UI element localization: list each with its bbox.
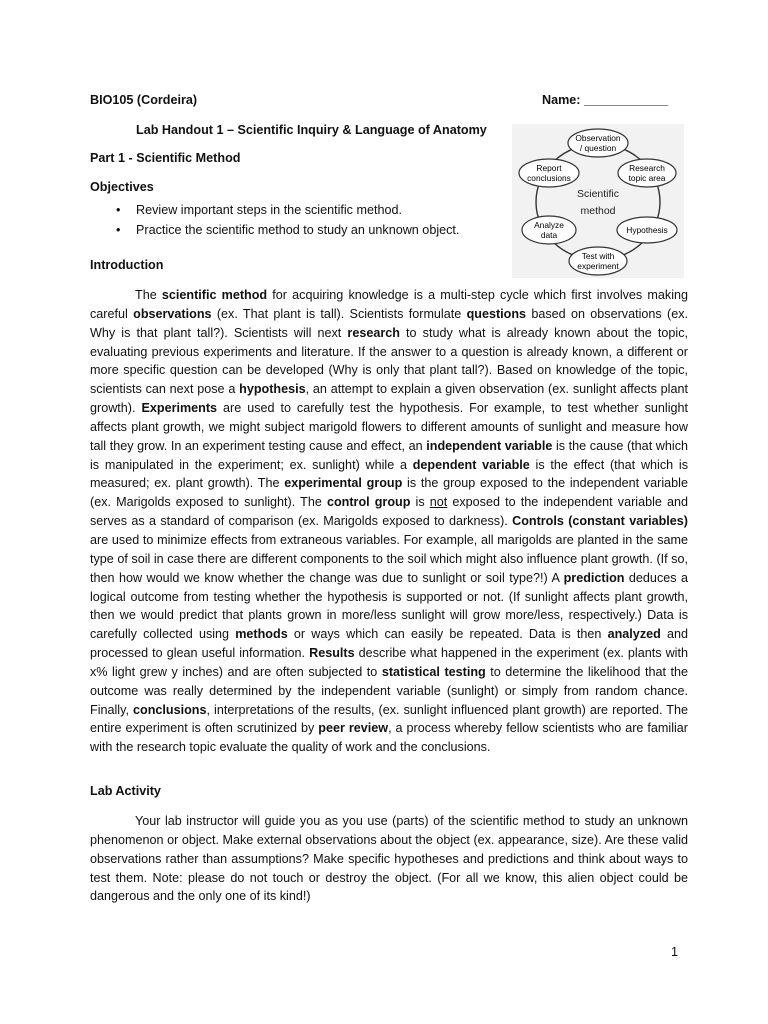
bold-term: prediction — [563, 570, 625, 585]
bullet-icon: • — [116, 203, 121, 217]
bold-term: independent variable — [426, 438, 553, 453]
course-label: BIO105 (Cordeira) — [90, 93, 198, 107]
bold-term: Controls (constant variables) — [512, 514, 688, 529]
lab-activity-heading: Lab Activity — [90, 784, 161, 798]
objective-item: • Practice the scientific method to study an unknown object. — [116, 220, 496, 240]
text-run: and processed to glean useful information. — [90, 627, 688, 661]
bold-term: experimental group — [284, 476, 403, 491]
page-number: 1 — [671, 945, 679, 959]
bullet-icon: • — [116, 223, 121, 237]
node-research — [618, 159, 676, 187]
text-run: are used to minimize effects from extraneous variables. For example, all marigolds are planted in the same type of soil in case there are different components to the soil which might also influence plant growth. (If so, then how would we know whether the change was due to sunlight or soil type?!) A — [90, 532, 688, 585]
svg-text:topic area: topic area — [628, 173, 666, 183]
svg-text:data: data — [540, 230, 558, 240]
text-run: describe what happened in the experiment (ex. plants with x% light grew y inches) and are often subjected to — [90, 646, 688, 679]
diagram-center-line2: method — [580, 205, 616, 217]
part-heading: Part 1 - Scientific Method — [90, 151, 241, 165]
text-run: , a process whereby fellow scientists who are familiar with the research topic evaluate the quality of work and the conclusions. — [90, 721, 688, 755]
bold-term: questions — [466, 306, 527, 321]
svg-text:Analyze: Analyze — [534, 220, 564, 230]
svg-text:experiment: experiment — [577, 261, 619, 271]
text-run: is the group exposed to the independent variable (ex. Marigolds exposed to sunlight). The — [90, 476, 688, 510]
bold-term: methods — [235, 627, 288, 642]
text-run: deduces a logical outcome from testing whether the hypothesis is supported or not. (If sunlight affects plant growth, then we would predict that plants grown in more/less sunlight will grow more/less, respectively.) Data is carefully collected using — [90, 570, 688, 642]
node-analyze-data — [522, 216, 576, 244]
lab-activity-text: Your lab instructor will guide you as you use (parts) of the scientific method to study an unknown phenomenon or object. Make external observations about the object (ex. appearance, size). Are these valid observations rather than assumptions? Make specific hypotheses and predictions and think about ways to test them. Note: please do not touch or destroy the object. (For all we know, this alien object could be dangerous and the only one of its kind!) — [90, 814, 688, 904]
node-observation — [568, 129, 628, 157]
objectives-heading: Objectives — [90, 180, 154, 194]
bold-term: Experiments — [141, 401, 218, 416]
lab-activity-paragraph — [90, 812, 688, 906]
scientific-method-cycle-diagram — [512, 124, 684, 278]
text-run: is the effect (that which is measured; ex. plant growth). The — [90, 457, 688, 491]
introduction-text — [90, 286, 688, 757]
text-run: exposed to the independent variable and serves as a standard of comparison (ex. Marigolds exposed to darkness). — [90, 495, 689, 529]
text-run: for acquiring knowledge is a multi-step cycle which first involves making careful — [90, 288, 688, 321]
bold-term: research — [347, 325, 400, 340]
bold-term: statistical testing — [381, 664, 486, 679]
svg-text:Report: Report — [536, 163, 562, 173]
svg-text:Hypothesis: Hypothesis — [626, 225, 668, 235]
bold-term: peer review — [318, 721, 389, 736]
svg-text:Observation: Observation — [575, 133, 621, 143]
bold-term: dependent variable — [412, 457, 530, 472]
text-run: to determine the likelihood that the outcome was really determined by the independent variable (sunlight) or simply from random chance. Finally, — [90, 664, 688, 717]
bold-term: observations — [133, 306, 212, 321]
text-run: , interpretations of the results, (ex. sunlight influenced plant growth) are reported. The entire experiment is often scrutinized by — [90, 702, 688, 736]
svg-text:conclusions: conclusions — [527, 173, 571, 183]
bold-term: analyzed — [607, 627, 661, 642]
text-run: based on observations (ex. Why is that plant tall?). Scientists will next — [90, 306, 689, 340]
bold-term: Results — [309, 646, 355, 661]
bold-term: conclusions — [133, 702, 207, 717]
underlined-term: not — [429, 495, 448, 510]
svg-text:Research: Research — [629, 163, 665, 173]
introduction-paragraph — [90, 286, 688, 757]
objectives-list — [116, 200, 496, 240]
svg-text:/ question: / question — [579, 143, 617, 153]
text-run: (ex. That plant is tall). Scientists formulate — [211, 306, 467, 321]
bold-term: scientific method — [161, 288, 268, 302]
text-run: is — [410, 495, 430, 510]
name-field-label: Name: ____________ — [542, 93, 669, 107]
text-run: is the cause (that which is manipulated in the experiment; ex. sunlight) while a — [90, 438, 688, 472]
introduction-heading: Introduction — [90, 258, 164, 272]
bold-term: control group — [326, 495, 411, 510]
node-test-with-experiment — [569, 247, 627, 275]
bold-term: hypothesis — [239, 382, 306, 397]
text-run: are used to carefully test the hypothesis. For example, to test whether sunlight affects plant growth, we might subject marigold flowers to different amounts of sunlight and measure how tall they grow. In an experiment testing cause and effect, an — [90, 401, 688, 453]
text-run: or ways which can easily be repeated. Data is then — [287, 627, 608, 642]
diagram-center-line1: Scientific — [576, 188, 620, 200]
objective-item: • Review important steps in the scientific method. — [116, 200, 496, 220]
node-report-conclusions — [519, 159, 579, 187]
text-run: to study what is already known about the topic, evaluating previous experiments and literature. If the answer to a question is already known, a different or more specific question can be developed (Why is only that plant tall?). Based on knowledge of the topic, scientists can next pose a — [90, 325, 689, 397]
text-run: , an attempt to explain a given observation (ex. sunlight affects plant growth). — [90, 382, 688, 416]
handout-title: Lab Handout 1 – Scientific Inquiry & Language of Anatomy — [136, 123, 487, 137]
svg-text:Test with: Test with — [581, 251, 615, 261]
node-hypothesis — [617, 217, 677, 243]
text-run: The — [135, 288, 162, 302]
